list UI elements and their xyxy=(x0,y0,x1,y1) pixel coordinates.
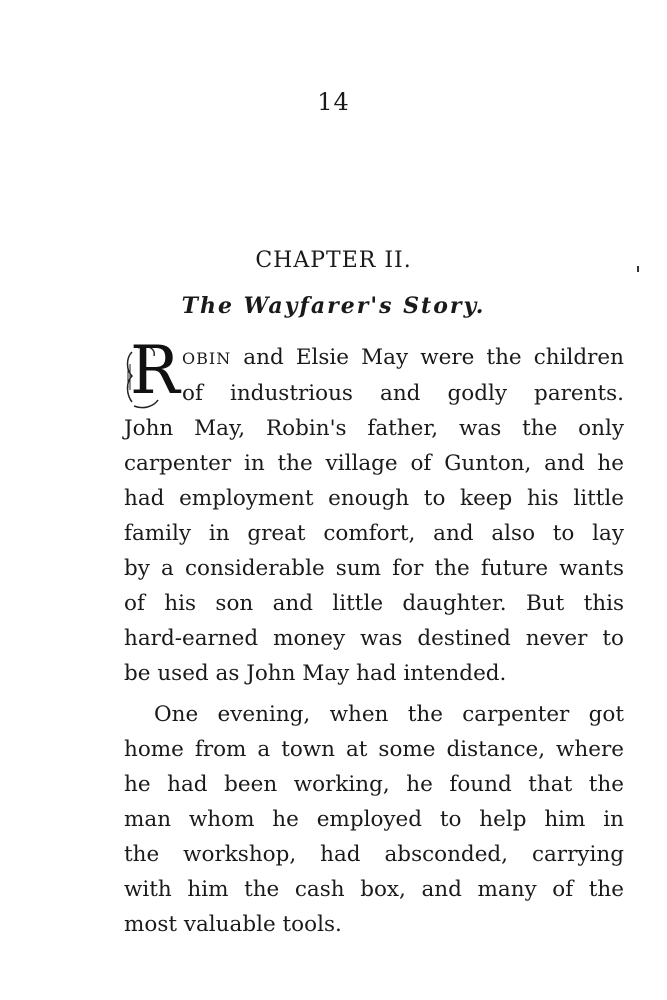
paragraph-2 xyxy=(124,697,624,942)
text-line: carpenter in the village of Gunton, and he xyxy=(124,451,624,476)
text-line: by a considerable sum for the future wants xyxy=(124,556,624,581)
first-word-smallcaps: OBIN xyxy=(182,349,232,368)
text-line: be used as John May had intended. xyxy=(124,661,507,686)
text-line: John May, Robin's father, was the only xyxy=(124,416,624,441)
text-line: home from a town at some distance, where xyxy=(124,737,624,762)
text-line: hard-earned money was destined never to xyxy=(124,626,624,651)
drop-cap-ornament xyxy=(124,332,180,410)
text-line: man whom he employed to help him in xyxy=(124,807,624,832)
chapter-heading: CHAPTER II. xyxy=(255,248,412,273)
text-line: of industrious and godly parents. xyxy=(182,381,624,406)
text-line: of his son and little daughter. But this xyxy=(124,591,624,616)
chapter-title: The Wayfarer's Story. xyxy=(181,293,486,319)
text-line: One evening, when the carpenter got xyxy=(154,702,624,727)
text-line: family in great comfort, and also to lay xyxy=(124,521,624,546)
text-line: the workshop, had absconded, carrying xyxy=(124,842,624,867)
text-line xyxy=(124,340,624,376)
line-text: and Elsie May were the children xyxy=(231,345,624,370)
body-text xyxy=(124,332,624,942)
text-line: with him the cash box, and many of the xyxy=(124,877,624,902)
paragraph-1 xyxy=(124,332,624,691)
text-line: most valuable tools. xyxy=(124,912,342,937)
text-line: he had been working, he found that the xyxy=(124,772,624,797)
drop-cap-letter: R xyxy=(130,332,180,409)
page-number: 14 xyxy=(317,88,350,116)
text-line: had employment enough to keep his little xyxy=(124,486,624,511)
